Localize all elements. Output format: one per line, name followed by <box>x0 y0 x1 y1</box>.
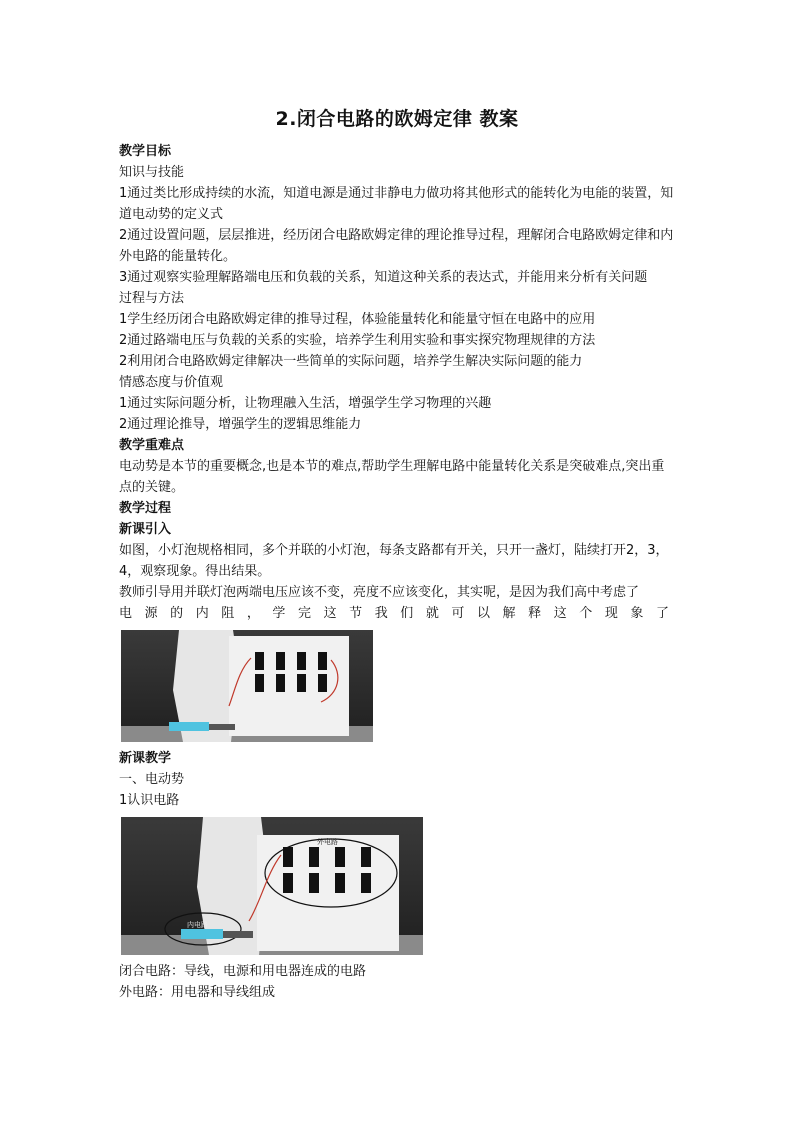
goals-heading: 教学目标 <box>119 144 172 159</box>
process-item: 1学生经历闭合电路欧姆定律的推导过程，体验能量转化和能量守恒在电路中的应用 <box>119 312 596 327</box>
keypoints-heading: 教学重难点 <box>119 438 185 453</box>
keypoints-text: 电动势是本节的重要概念,也是本节的难点,帮助学生理解电路中能量转化关系是突破难点,突出重点的关键。 <box>119 459 665 495</box>
document-page <box>119 104 675 1003</box>
new-lesson-heading: 新课教学 <box>119 751 172 766</box>
outer-circuit-def: 外电路：用电器和导线组成 <box>119 985 276 1000</box>
circuit-heading: 1认识电路 <box>119 793 180 808</box>
emf-heading: 一、电动势 <box>119 772 185 787</box>
knowledge-item: 2通过设置问题，层层推进，经历闭合电路欧姆定律的理论推导过程，理解闭合电路欧姆定律和内外电路的能量转化。 <box>119 228 674 264</box>
experiment-photo-2-illustration <box>121 817 423 955</box>
document-title: 2.闭合电路的欧姆定律 教案 <box>275 108 519 130</box>
knowledge-item: 1通过类比形成持续的水流，知道电源是通过非静电力做功将其他形式的能转化为电能的装置，知道电动势的定义式 <box>119 186 674 222</box>
process-label: 过程与方法 <box>119 291 185 306</box>
process-item: 2利用闭合电路欧姆定律解决一些简单的实际问题，培养学生解决实际问题的能力 <box>119 354 583 369</box>
experiment-photo-2 <box>121 817 423 955</box>
intro-text: 如图，小灯泡规格相同，多个并联的小灯泡，每条支路都有开关，只开一盏灯，陆续打开2，3，4，观察现象。得出结果。 <box>119 543 669 579</box>
closed-circuit-def: 闭合电路：导线，电源和用电器连成的电路 <box>119 964 367 979</box>
attitude-item: 2通过理论推导，增强学生的逻辑思维能力 <box>119 417 362 432</box>
experiment-photo-1 <box>121 630 373 742</box>
process-heading: 教学过程 <box>119 501 172 516</box>
outer-circuit-label: 外电路 <box>317 838 338 846</box>
attitude-item: 1通过实际问题分析，让物理融入生活，增强学生学习物理的兴趣 <box>119 396 492 411</box>
attitude-label: 情感态度与价值观 <box>119 375 224 390</box>
teacher-line-2: 电源的内阻，学完这节我们就可以解释这个现象了 <box>119 606 675 621</box>
inner-circuit-label: 内电路 <box>187 921 208 929</box>
process-item: 2通过路端电压与负载的关系的实验，培养学生利用实验和事实探究物理规律的方法 <box>119 333 596 348</box>
teacher-line-1: 教师引导用并联灯泡两端电压应该不变，亮度不应该变化，其实呢，是因为我们高中考虑了 <box>119 585 640 600</box>
knowledge-item: 3通过观察实验理解路端电压和负载的关系，知道这种关系的表达式，并能用来分析有关问题 <box>119 270 648 285</box>
knowledge-label: 知识与技能 <box>119 165 185 180</box>
experiment-photo-1-illustration <box>121 630 373 742</box>
intro-heading: 新课引入 <box>119 522 172 537</box>
